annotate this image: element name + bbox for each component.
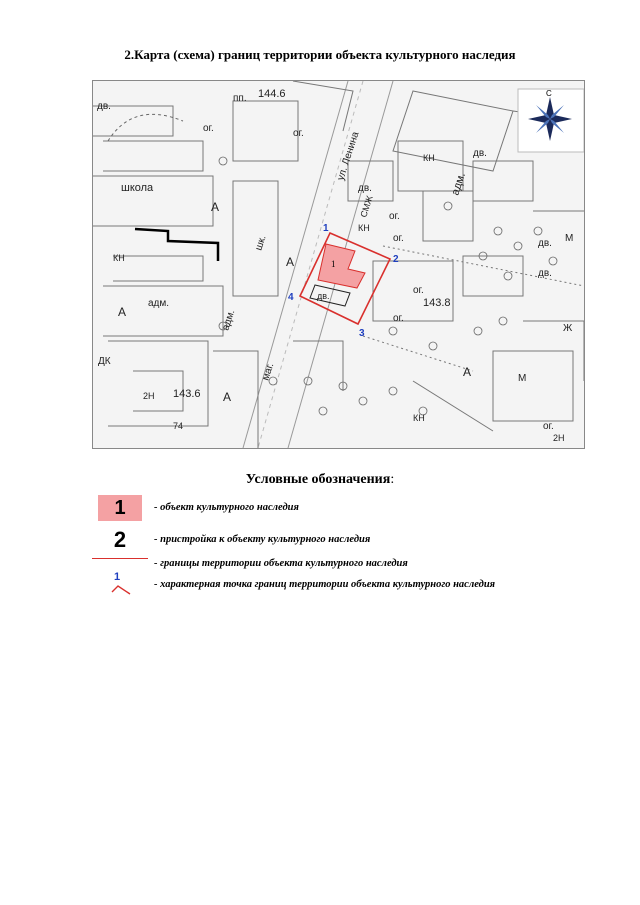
elevation-label: 143.8 [423, 297, 451, 309]
cadastral-map [92, 80, 585, 449]
label-shk: шк. [253, 234, 269, 252]
page-title: 2.Карта (схема) границ территории объекта культурного наследия [124, 47, 516, 62]
label-og: ог. [543, 421, 554, 432]
label-mag: маг. [260, 361, 277, 382]
compass-north-label: С [546, 89, 552, 98]
boundary-point-3: 3 [359, 328, 365, 339]
label-kn: КН [413, 413, 425, 423]
heritage-object [318, 244, 365, 288]
legend-text: - пристройка к объекту культурного наследия [154, 534, 371, 545]
legend-item-extension [92, 527, 592, 555]
label-m: М [565, 233, 574, 244]
map-drawing [93, 81, 584, 448]
legend-item-point [92, 571, 592, 602]
label-dk: ДК [98, 356, 111, 367]
label-smzh: СМЖ [358, 194, 375, 219]
object-number: 1 [331, 259, 336, 269]
label-74: 74 [173, 421, 184, 431]
label-adm: адм. [220, 308, 238, 332]
boundary-point-symbol [108, 570, 138, 596]
boundary-point-2: 2 [393, 254, 399, 265]
legend-text: - характерная точка границ территории объекта культурного наследия [154, 579, 496, 590]
label-a: А [211, 200, 220, 214]
label-dv: дв. [317, 291, 330, 301]
label-kn: КН [358, 223, 370, 233]
label-dv: дв. [97, 101, 111, 112]
boundary-point-1: 1 [323, 223, 329, 234]
extension-symbol: 2 [113, 527, 127, 552]
label-og: ог. [203, 123, 214, 134]
label-school: школа [121, 182, 154, 194]
point-number-symbol: 1 [114, 571, 121, 583]
compass-rose-icon [518, 89, 584, 152]
label-a: А [286, 255, 295, 269]
label-dv: дв. [358, 183, 372, 194]
elevation-label: 144.6 [258, 88, 286, 100]
legend-text: - границы территории объекта культурного наследия [154, 558, 408, 569]
label-og: ог. [413, 285, 424, 296]
label-kn: КН [113, 253, 125, 263]
label-a: А [463, 365, 472, 379]
label-og: ог. [293, 128, 304, 139]
label-a: А [223, 390, 232, 404]
elevation-label: 143.6 [173, 388, 201, 400]
boundary-point-4: 4 [288, 292, 294, 303]
boundary-line-symbol [92, 558, 148, 559]
label-2n: 2Н [553, 433, 565, 443]
legend-text: - объект культурного наследия [154, 502, 299, 513]
label-dv: дв. [538, 268, 552, 279]
label-dv: дв. [473, 148, 487, 159]
label-zh: Ж [563, 323, 573, 334]
legend-title: Условные обозначения: [245, 472, 395, 487]
label-dv: дв. [538, 238, 552, 249]
label-pp: пп. [233, 93, 247, 104]
object-symbol: 1 [98, 495, 142, 521]
label-adm: адм. [148, 298, 170, 309]
label-og: ог. [389, 211, 400, 222]
dotted-arc [108, 114, 183, 141]
label-adm: адм. [449, 171, 469, 197]
label-a: А [118, 305, 127, 319]
label-og: ог. [393, 313, 404, 324]
label-m: М [518, 373, 527, 384]
legend-item-object [92, 495, 592, 523]
street-label: ул. Ленина [335, 130, 362, 182]
label-kn: КН [423, 153, 435, 163]
label-og: ог. [393, 233, 404, 244]
label-2n: 2Н [143, 391, 155, 401]
